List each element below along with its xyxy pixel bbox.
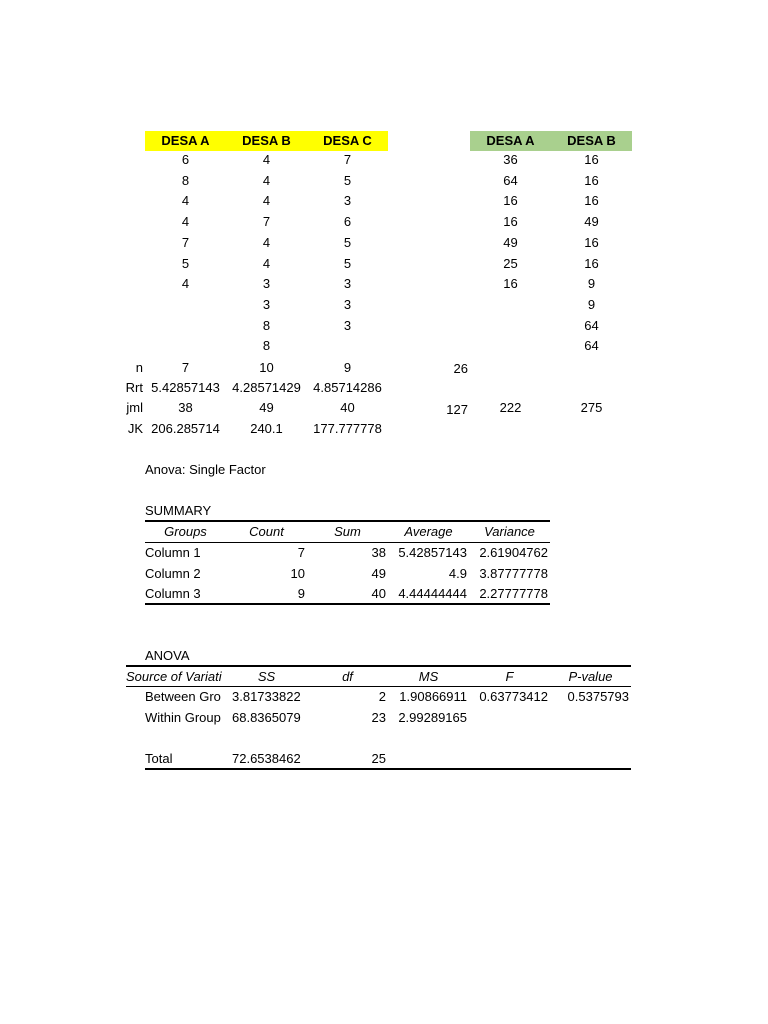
table1-cell: 6 (343, 214, 352, 230)
table2-cell: 9 (587, 296, 596, 312)
stats-cell: 5.42857143 (151, 380, 220, 395)
summary-cell: Column 1 (145, 545, 201, 560)
summary-header: Groups (164, 524, 207, 539)
summary-header: Variance (484, 524, 535, 539)
stats-label: n (135, 360, 143, 375)
table2-cell: 25 (503, 255, 518, 271)
summary-bottom-rule (145, 603, 550, 605)
summary-title: SUMMARY (145, 503, 212, 518)
anova-cell: 3.81733822 (232, 689, 301, 704)
summary-cell: 49 (371, 565, 386, 581)
table1-cell (307, 336, 388, 356)
anova-cell: Within Group (145, 709, 221, 725)
summary-header: Count (249, 524, 284, 539)
table1-cell: 7 (343, 152, 352, 167)
summary-cell: 5.42857143 (398, 545, 467, 560)
table1-cell (145, 295, 226, 315)
table1-cell (145, 316, 226, 336)
summary-cell: 38 (371, 545, 386, 560)
summary-cell: Column 2 (145, 565, 201, 581)
stats-label: JK (127, 421, 143, 436)
table1-cell: 4 (181, 214, 190, 230)
table1-header: DESA B (226, 131, 307, 151)
stats-cell: 4.28571429 (232, 380, 301, 395)
stats-cell: 7 (181, 360, 190, 375)
table1-cell: 5 (343, 172, 352, 188)
table2-cell: 16 (584, 152, 599, 167)
summary-cell: 40 (371, 586, 386, 602)
anova-total-label: Total (145, 751, 173, 766)
stats-cell: 9 (343, 360, 352, 375)
table2-cell: 16 (584, 234, 599, 250)
table1-cell: 4 (181, 193, 190, 209)
anova-table-title: ANOVA (145, 648, 190, 663)
anova-header: MS (418, 669, 439, 684)
anova-header: df (342, 669, 353, 684)
table2-cell (470, 336, 551, 356)
table1-header: DESA C (307, 131, 388, 151)
summary-header: Average (404, 524, 453, 539)
anova-cell (550, 708, 629, 728)
table2-cell: 64 (584, 317, 599, 333)
summary-cell: 10 (290, 565, 305, 581)
stats-label: Rrt (125, 380, 143, 395)
table2-cell: 16 (503, 214, 518, 230)
anova-cell: 0.63773412 (479, 689, 548, 704)
table1-cell: 3 (343, 193, 352, 209)
table1-cell: 4 (262, 152, 271, 167)
anova-header: SS (257, 669, 276, 684)
table2-cell: 64 (503, 172, 518, 188)
stats-cell: 4.85714286 (313, 380, 382, 395)
table1-cell: 8 (181, 172, 190, 188)
anova-cell (469, 708, 548, 728)
table1-cell: 4 (181, 276, 190, 292)
anova-title: Anova: Single Factor (145, 462, 266, 477)
anova-bottom-rule (145, 768, 631, 770)
summary-cell: 7 (297, 545, 305, 560)
table2-cell: 9 (587, 276, 596, 292)
table1-cell: 4 (262, 234, 271, 250)
table1-cell: 7 (262, 214, 271, 230)
table2-cell: 16 (584, 193, 599, 209)
anova-total-df: 25 (371, 751, 386, 766)
summary-cell: 3.87777778 (479, 565, 548, 581)
table2-cell: 49 (584, 214, 599, 230)
summary-cell: 2.61904762 (479, 545, 548, 560)
summary-header: Sum (334, 524, 361, 539)
stats-cell: 177.777778 (313, 421, 382, 436)
table1-cell: 4 (262, 193, 271, 209)
anova-header: Source of Variati (126, 669, 222, 684)
table1-cell: 3 (343, 276, 352, 292)
table1-cell: 8 (262, 317, 271, 333)
table1-cell: 6 (181, 152, 190, 167)
table1-cell: 3 (343, 296, 352, 312)
summary-cell: Column 3 (145, 586, 201, 602)
stats-jml-sq-a: 222 (499, 400, 522, 415)
table2-header: DESA A (470, 131, 551, 151)
table1-cell: 7 (181, 234, 190, 250)
stats-cell: 206.285714 (151, 421, 220, 436)
stats-cell: 38 (178, 400, 193, 415)
stats-cell: 240.1 (250, 421, 283, 436)
summary-cell: 2.27777778 (479, 586, 548, 602)
anova-header: P-value (568, 669, 613, 684)
summary-cell: 9 (297, 586, 305, 602)
anova-cell: 0.5375793 (567, 689, 629, 704)
anova-cell: 68.8365079 (232, 709, 301, 725)
table1-header: DESA A (145, 131, 226, 151)
table2-cell (470, 316, 551, 336)
table2-cell: 64 (584, 338, 599, 354)
stats-n-total: 26 (453, 361, 468, 376)
stats-cell: 10 (259, 360, 274, 375)
table1-cell: 4 (262, 172, 271, 188)
table2-cell: 16 (584, 255, 599, 271)
table1-cell: 3 (343, 317, 352, 333)
stats-label: jml (126, 400, 143, 415)
stats-cell: 49 (259, 400, 274, 415)
anova-cell: 23 (371, 709, 386, 725)
summary-cell: 4.44444444 (398, 586, 467, 602)
table1-cell: 5 (343, 234, 352, 250)
table2-header: DESA B (551, 131, 632, 151)
anova-cell: 1.90866911 (399, 689, 467, 704)
stats-cell: 40 (340, 400, 355, 415)
anova-header: F (505, 669, 514, 684)
table1-cell: 5 (343, 255, 352, 271)
table1-cell: 4 (262, 255, 271, 271)
anova-total-ss: 72.6538462 (232, 751, 301, 766)
table2-cell: 16 (584, 172, 599, 188)
table2-cell (470, 295, 551, 315)
table2-cell: 16 (503, 276, 518, 292)
stats-jml-sq-b: 275 (580, 400, 603, 415)
table1-cell: 3 (262, 296, 271, 312)
anova-cell: 2 (378, 689, 386, 704)
table2-cell: 36 (503, 152, 518, 167)
table1-cell: 8 (262, 338, 271, 354)
table2-cell: 49 (503, 234, 518, 250)
table2-cell: 16 (503, 193, 518, 209)
anova-cell: 2.99289165 (398, 709, 467, 725)
anova-cell: Between Gro (145, 689, 221, 704)
table1-cell: 5 (181, 255, 190, 271)
summary-cell: 4.9 (448, 565, 467, 581)
table1-cell (145, 336, 226, 356)
table1-cell: 3 (262, 276, 271, 292)
stats-jml-total: 127 (446, 402, 468, 417)
